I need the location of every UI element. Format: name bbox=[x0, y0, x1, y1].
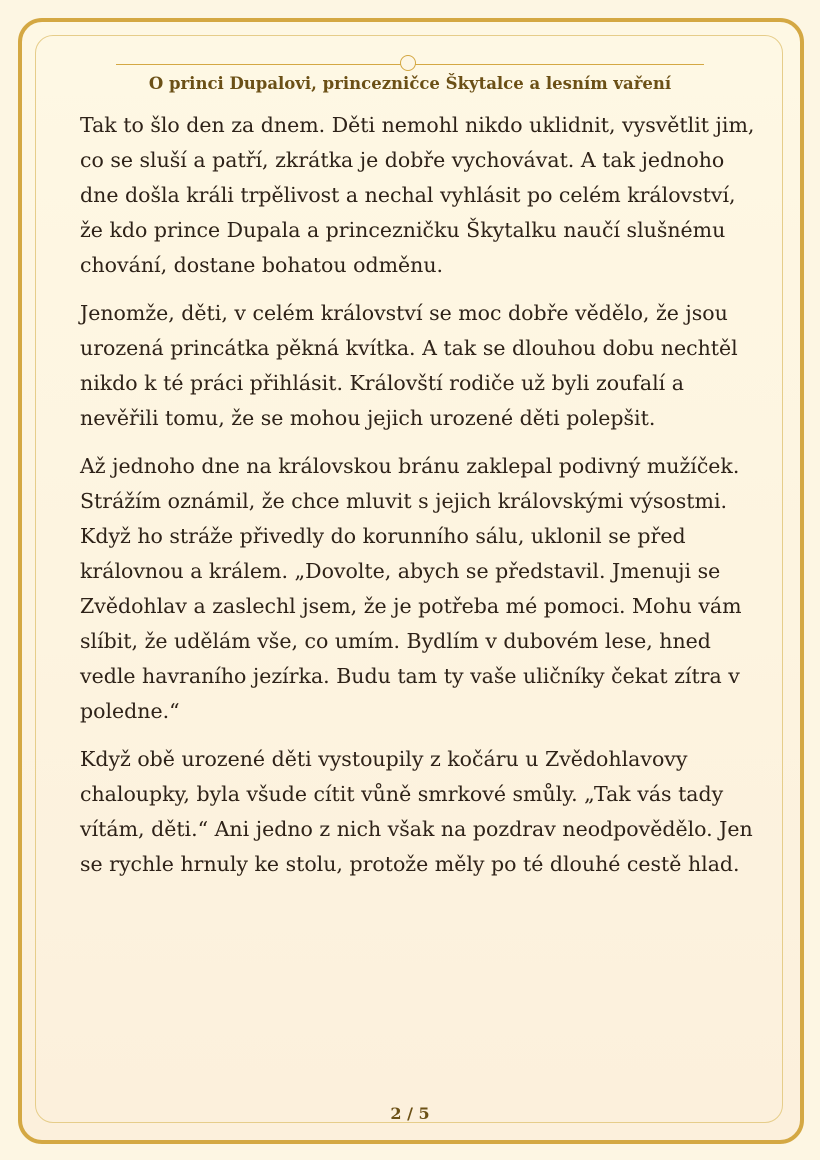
story-paragraph-2: Jenomže, děti, v celém království se moc dobře vědělo, že jsou urozená princátka pěkná kvítka. A tak se dlouhou dobu nechtěl nikdo k té práci přihlásit. Královští rodiče už byli zoufalí a nevěřili tomu, že se mohou jejich urozené děti polepšit. bbox=[80, 301, 738, 430]
story-paragraph-3: Až jednoho dne na královskou bránu zaklepal podivný mužíček. Strážím oznámil, že chce mluvit s jejich královskými výsostmi. Když ho stráže přivedly do korunního sálu, uklonil se před královnou a králem. „Dovolte, abych se představil. Jmenuji se Zvědohlav a zaslechl jsem, že je potřeba mé pomoci. Mohu vám slíbit, že udělám vše, co umím. Bydlím v dubovém lese, hned vedle havraního jezírka. Budu tam ty vaše uličníky čekat zítra v poledne.“ bbox=[80, 454, 742, 723]
page-number: 2 / 5 bbox=[390, 1104, 430, 1123]
story-title: O princi Dupalovi, princezničce Škytalce a lesním vaření bbox=[148, 74, 672, 93]
story-body bbox=[80, 108, 760, 895]
story-paragraph-1: Tak to šlo den za dnem. Děti nemohl nikdo uklidnit, vysvětlit jim, co se sluší a patří, zkrátka je dobře vychovávat. A tak jednoho dne došla králi trpělivost a nechal vyhlásit po celém království, že kdo prince Dupala a princezničku Škytalku naučí slušnému chování, dostane bohatou odměnu. bbox=[80, 113, 755, 277]
header-circle-ornament-icon bbox=[400, 55, 416, 71]
story-paragraph-4: Když obě urozené děti vystoupily z kočáru u Zvědohlavovy chaloupky, byla všude cítit vůně smrkové smůly. „Tak vás tady vítám, děti.“ Ani jedno z nich však na pozdrav neodpovědělo. Jen se rychle hrnuly ke stolu, protože měly po té dlouhé cestě hlad. bbox=[80, 747, 753, 876]
